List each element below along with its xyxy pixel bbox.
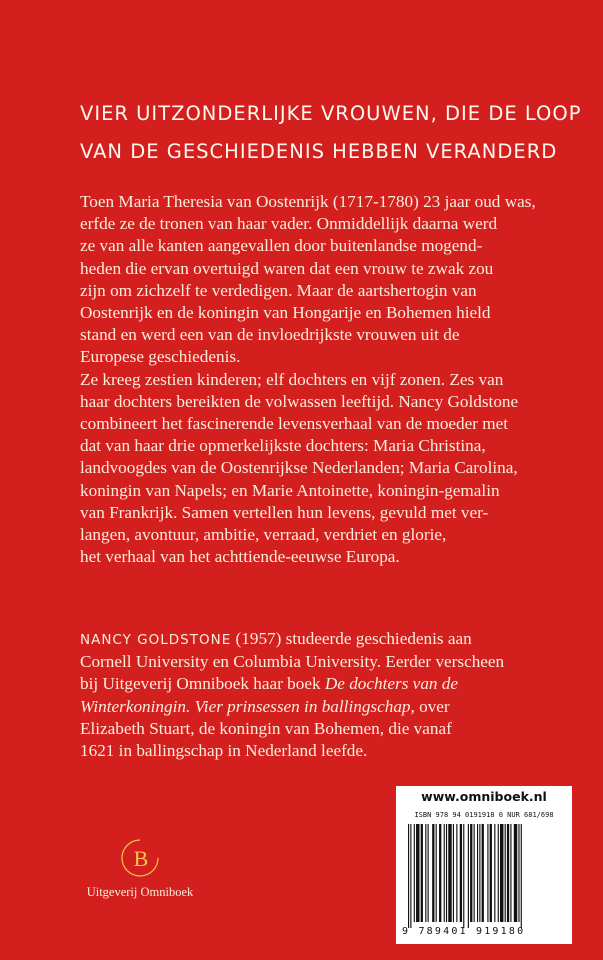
blurb-line: heden die ervan overtuigd waren dat een vrouw te zwak zou xyxy=(80,258,494,278)
barcode-bar xyxy=(414,824,415,922)
barcode-bar xyxy=(468,824,469,928)
publisher-name: Uitgeverij Omniboek xyxy=(86,885,194,899)
blurb-line: landvoogdes van de Oostenrijkse Nederlanden; Maria Carolina, xyxy=(80,458,518,478)
barcode-bar xyxy=(436,824,437,922)
author-bio-line: NANCY GOLDSTONE (1957) studeerde geschiedenis aan xyxy=(80,629,472,648)
barcode-bar xyxy=(416,824,419,922)
barcode-bar xyxy=(494,824,495,922)
author-bio-line: bij Uitgeverij Omniboek haar boek De dochters van de xyxy=(80,674,459,694)
barcode-bar xyxy=(498,824,499,922)
barcode-bar xyxy=(477,824,478,922)
barcode-bar xyxy=(507,824,509,922)
barcode-bar xyxy=(505,824,506,922)
barcode-bar xyxy=(425,824,426,922)
author-name: NANCY GOLDSTONE xyxy=(80,632,232,648)
barcode-image xyxy=(406,824,562,928)
book-title: Winterkoningin. Vier prinsessen in ballingschap, xyxy=(80,696,415,716)
svg-text:B: B xyxy=(133,846,149,871)
barcode-bar xyxy=(500,824,503,922)
blurb-line: erfde ze de tronen van haar vader. Onmiddellijk daarna werd xyxy=(80,214,498,234)
blurb-line: Oostenrijk en de koningin van Hongarije en Bohemen hield xyxy=(80,303,491,323)
blurb-line: ze van alle kanten aangevallen door buitenlandse mogend- xyxy=(80,236,483,256)
author-bio xyxy=(80,628,600,762)
blurb-line: dat van haar drie opmerkelijkste dochters: Maria Christina, xyxy=(80,436,486,456)
blurb-line: koningin van Napels; en Marie Antoinette, koningin-gemalin xyxy=(80,480,500,500)
author-bio-line: Elizabeth Stuart, de koningin van Bohemen, die vanaf xyxy=(80,718,452,738)
barcode-panel xyxy=(396,786,572,944)
blurb-line: van Frankrijk. Samen vertellen hun levens, gevuld met ver- xyxy=(80,502,489,522)
author-bio-line: 1621 in ballingschap in Nederland leefde. xyxy=(80,741,368,761)
barcode-bar xyxy=(514,824,517,922)
isbn-text: ISBN 978 94 0191918 0 NUR 681/698 xyxy=(414,811,554,819)
barcode-bar xyxy=(460,824,462,922)
blurb-line: haar dochters bereikten de volwassen leeftijd. Nancy Goldstone xyxy=(80,391,519,411)
barcode-bar xyxy=(482,824,484,922)
blurb-line: Ze kreeg zestien kinderen; elf dochters en vijf zonen. Zes van xyxy=(80,369,504,389)
barcode-bar xyxy=(479,824,480,922)
barcode-bar xyxy=(510,824,511,922)
barcode-bar xyxy=(410,824,411,928)
blurb-text xyxy=(80,191,600,568)
barcode-bar xyxy=(421,824,423,922)
blurb-line: zijn om zichzelf te verdedigen. Maar de aartshertogin van xyxy=(80,280,477,300)
barcode-bar xyxy=(439,824,441,922)
barcode-bar xyxy=(428,824,429,922)
author-bio-line: Cornell University en Columbia University. Eerder verscheen xyxy=(80,652,505,672)
publisher-website: www.omniboek.nl xyxy=(421,789,547,804)
barcode-bar xyxy=(474,824,475,922)
back-cover-heading xyxy=(80,95,580,171)
omniboek-b-logo-icon xyxy=(80,835,200,881)
barcode-bar xyxy=(408,824,409,928)
barcode-bar xyxy=(487,824,488,922)
author-bio-line: Winterkoningin. Vier prinsessen in ballingschap, over xyxy=(80,696,450,716)
blurb-line: het verhaal van het achttiende-eeuwse Europa. xyxy=(80,547,400,567)
barcode-bar xyxy=(490,824,492,922)
blurb-line: langen, avontuur, ambitie, verraad, verdriet en glorie, xyxy=(80,525,447,545)
barcode-bar xyxy=(432,824,434,922)
barcode-bar xyxy=(463,824,464,928)
barcode-bar xyxy=(448,824,451,922)
book-title: De dochters van de xyxy=(324,674,459,694)
barcode-bar xyxy=(446,824,447,922)
barcode-digits: 9 789401 919180 xyxy=(402,926,526,937)
heading-line-2: VAN DE GESCHIEDENIS HEBBEN VERANDERD xyxy=(80,140,558,163)
heading-line-1: VIER UITZONDERLIJKE VROUWEN, DIE DE LOOP xyxy=(80,102,582,125)
barcode-bar xyxy=(444,824,445,922)
blurb-line: Europese geschiedenis. xyxy=(80,347,241,367)
barcode-bar xyxy=(453,824,454,922)
barcode-bar xyxy=(518,824,519,922)
barcode-bar xyxy=(456,824,457,922)
blurb-line: combineert het fascinerende levensverhaal van de moeder met xyxy=(80,414,509,434)
blurb-line: Toen Maria Theresia van Oostenrijk (1717-1780) 23 jaar oud was, xyxy=(80,192,536,211)
barcode-bar xyxy=(521,824,522,928)
barcode-bar xyxy=(470,824,472,922)
blurb-line: stand en werd een van de invloedrijkste vrouwen uit de xyxy=(80,325,460,345)
